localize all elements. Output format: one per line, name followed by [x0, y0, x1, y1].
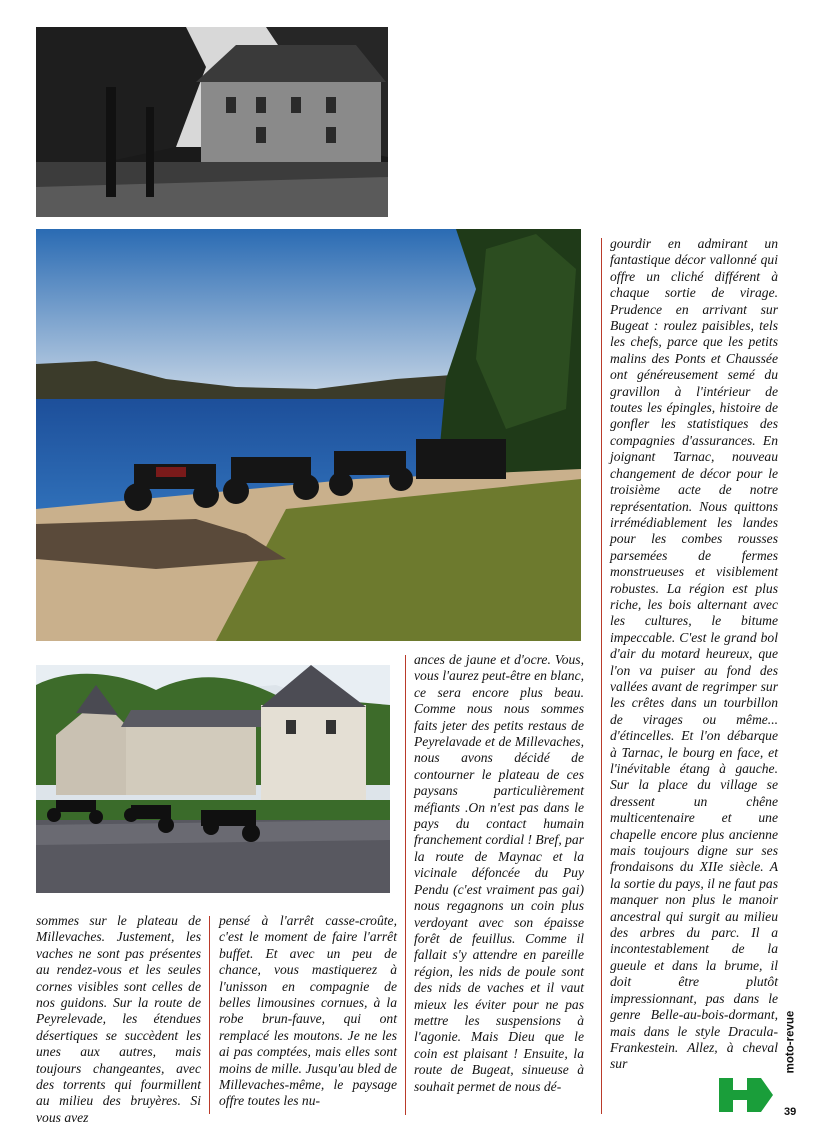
magazine-name-text: moto-revue [784, 1010, 797, 1074]
article-column-4 [610, 236, 778, 1073]
article-paragraph: pensé à l'arrêt casse-croûte, c'est le moment de faire l'arrêt buffet. Et avec un peu de chance, vous mastiquerez à l'unisson en compagnie de belles limousines cornues, à la robe brun-fauve, qui ont remplacé les moutons. Je ne les ai pas comptées, mais elles sont moins de mille. Jusqu'au bled de Millevaches-même, le paysage offre toutes les nu- [219, 913, 397, 1109]
article-column-1 [36, 913, 201, 1126]
column-rule [601, 238, 602, 1114]
article-paragraph: sommes sur le plateau de Millevaches. Justement, les vaches ne sont pas présentes au rendez-vous et les seules cornes visibles sont celles de nos guidons. Sur la route de Peyrelevade, les étendues désertiques se succèdent les unes aux autres, mais toujours changeantes, avec des torrents qui fourmillent au milieu des bruyères. Si vous avez [36, 913, 201, 1125]
page-number: 39 [784, 1106, 797, 1118]
magazine-logo-icon [717, 1074, 775, 1116]
article-column-2 [219, 913, 397, 1110]
article-paragraph: gourdir en admirant un fantastique décor vallonné qui offre un cliché différent à chaque sortie de virage. Prudence en arrivant sur Bugeat : roulez paisibles, tels les chefs, parce que les petits malins des Ponts et Chaussée ont généreusement semé du gravillon à l'intérieur de toutes les épingles, histoire de gonfler les statistiques des compagnies d'assurances. En joignant Tarnac, nouveau changement de décor pour le troisième acte de notre représentation. Nous quittons irrémédiablement les landes pour les combes rousses parsemées de fermes monstrueuses et visiblement robustes. La région est plus riche, les bois alternant avec les cultures, le bitume impeccable. C'est le grand bol d'air du motard heureux, que l'on va puiser au fond des vallées avant de regrimper sur les crêtes dans un tourbillon de virages ou même... d'étincelles. Et l'on débarque à Tarnac, le bourg en face, et l'inévitable étang à gauche. Sur la place du village se dressent un chêne multicentenaire et une chapelle encore plus ancienne mais toujours digne sur ses frondaisons du XIIe siècle. A la sortie du pays, il ne faut pas manquer non plus le manoir ancestral qui surgit au milieu des arbres du parc. Il a incontestablement de la gueule et dans la brume, il doit être plutôt impressionnant, pas dans le genre Belle-au-bois-dormant, mais dans le style Dracula-Frankestein. Allez, à cheval sur [610, 236, 778, 1072]
column-rule [405, 655, 406, 1115]
article-paragraph: ances de jaune et d'ocre. Vous, vous l'aurez peut-être en blanc, ce sera encore plus beau. Comme nous nous sommes faits jeter des petits restaus de Peyrelavade et de Millevaches, nous avons décidé de contourner le plateau de ces paysans particulièrement méfiants .On n'est pas dans le pays du contact humain franchement cordial ! Bref, par la route de Maynac et la vicinale défoncée du Puy Pendu (c'est vraiment pas gai) nous regagnons un coin plus verdoyant avec son épaisse forêt de feuillus. Comme il fallait s'y attendre en pareille région, les nids de poule sont des nids de vaches et il vaut mieux les éviter pour ne pas mettre les suspensions à l'agonie. Mais Dieu que le coin est plaisant ! Ensuite, la route de Bugeat, sinueuse à souhait permet de nous dé- [414, 652, 585, 1094]
magazine-name [783, 1010, 803, 1080]
lake-motorcycles-photo [36, 229, 581, 641]
manor-photo [36, 27, 388, 217]
village-chateau-photo [36, 665, 390, 893]
column-rule [209, 916, 210, 1114]
article-column-3 [414, 652, 584, 1095]
